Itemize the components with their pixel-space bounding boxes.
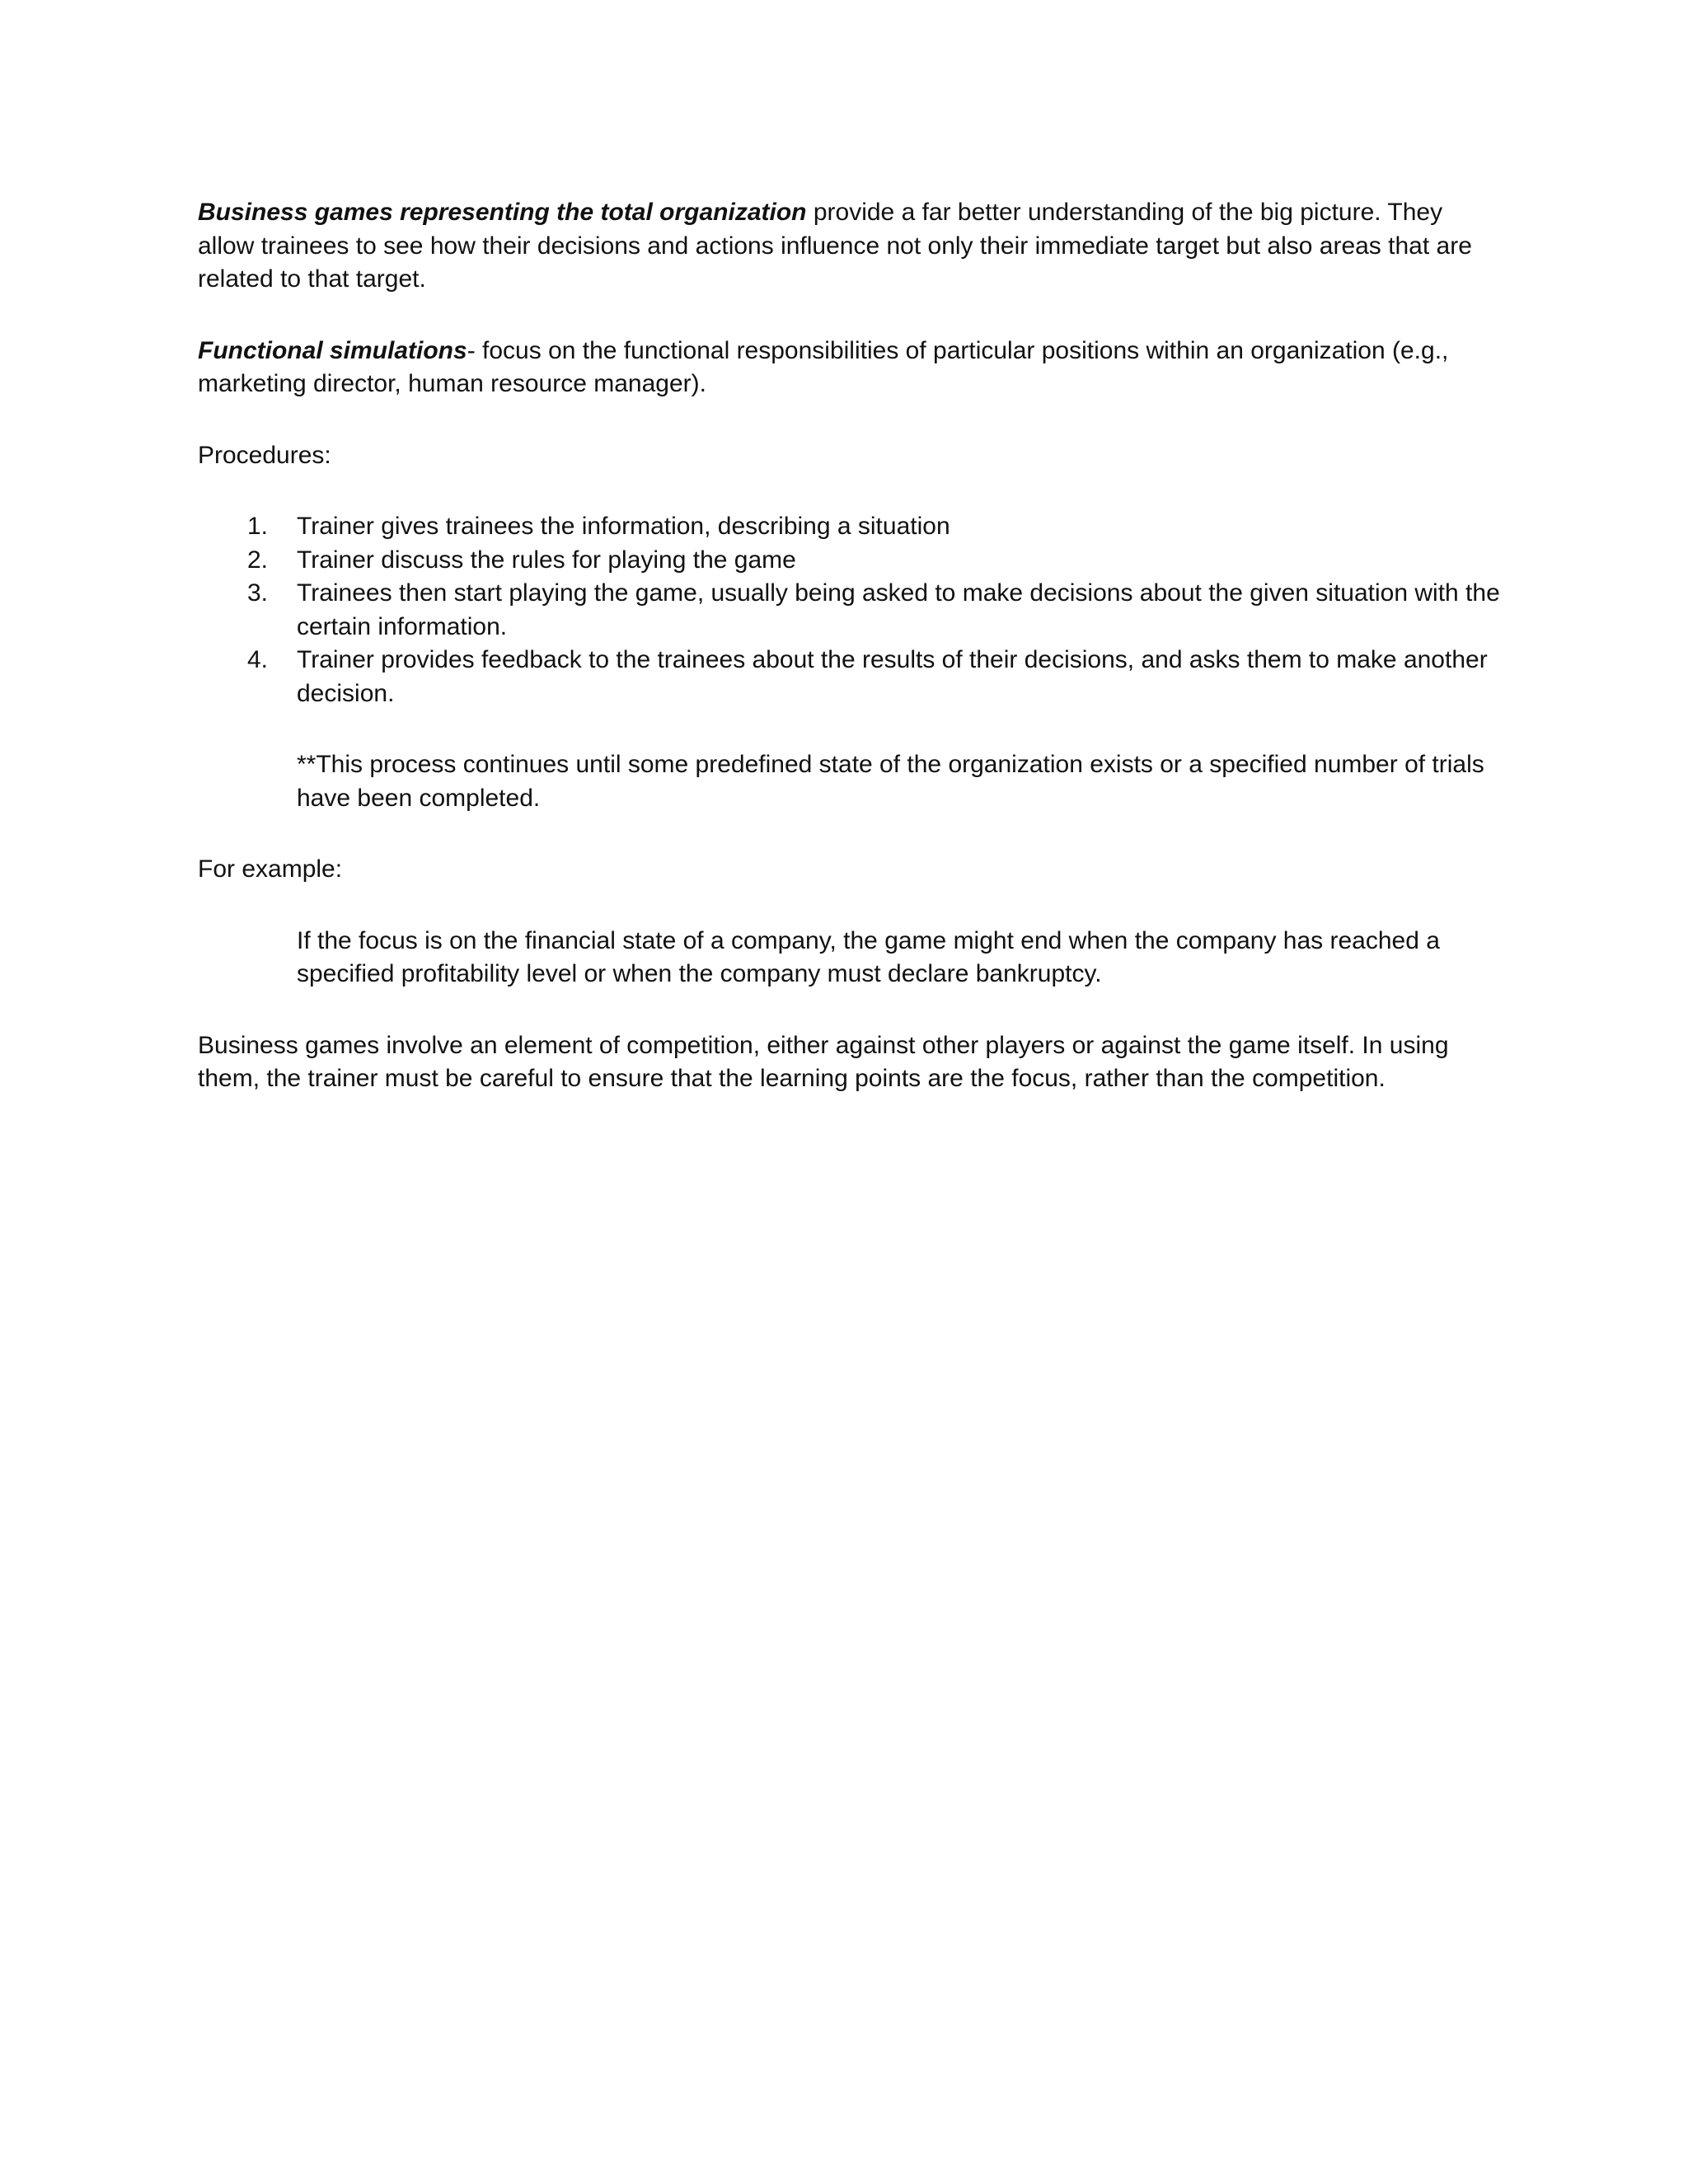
procedures-list: [198, 510, 1500, 710]
list-item-text: Trainer discuss the rules for playing the game: [297, 546, 796, 574]
list-item: [198, 577, 1500, 644]
example-text: If the focus is on the financial state of a company, the game might end when the company has reached a specified profitability level or when the company must declare bankruptcy.: [297, 926, 1440, 987]
list-item: [198, 510, 1500, 544]
paragraph-functional-simulations: [198, 335, 1500, 401]
list-item-number: 2.: [247, 546, 269, 574]
process-note: **This process continues until some predefined state of the organization exists or a specified number of trials have been completed.: [297, 751, 1484, 812]
procedures-heading: Procedures:: [198, 441, 331, 469]
document-body: [198, 196, 1500, 1096]
list-item-number: 1.: [247, 513, 269, 540]
list-item-text: Trainees then start playing the game, usually being asked to make decisions about the given situation with the certain information.: [297, 579, 1500, 640]
functional-simulations-term: Functional simulations: [198, 336, 467, 364]
list-item-number: 4.: [247, 646, 269, 673]
functional-simulations-description: - focus on the functional responsibilities of particular positions within an organization (e.g., marketing director, human resource manager).: [198, 336, 1449, 397]
closing-paragraph: Business games involve an element of competition, either against other players or against the game itself. In using them, the trainer must be careful to ensure that the learning points are the focus, rather than the competition.: [198, 1031, 1449, 1092]
business-games-description: provide a far better understanding of the big picture. They allow trainees to see how their decisions and actions influence not only their immediate target but also areas that are related to that target.: [198, 199, 1472, 293]
paragraph-business-games: [198, 196, 1500, 297]
list-item: [198, 644, 1500, 710]
list-item: [198, 544, 1500, 578]
business-games-term: Business games representing the total organization: [198, 199, 807, 226]
list-item-text: Trainer gives trainees the information, describing a situation: [297, 513, 950, 540]
list-item-number: 3.: [247, 579, 269, 607]
example-heading: For example:: [198, 855, 343, 883]
list-item-text: Trainer provides feedback to the trainees about the results of their decisions, and asks them to make another decision.: [297, 646, 1488, 707]
